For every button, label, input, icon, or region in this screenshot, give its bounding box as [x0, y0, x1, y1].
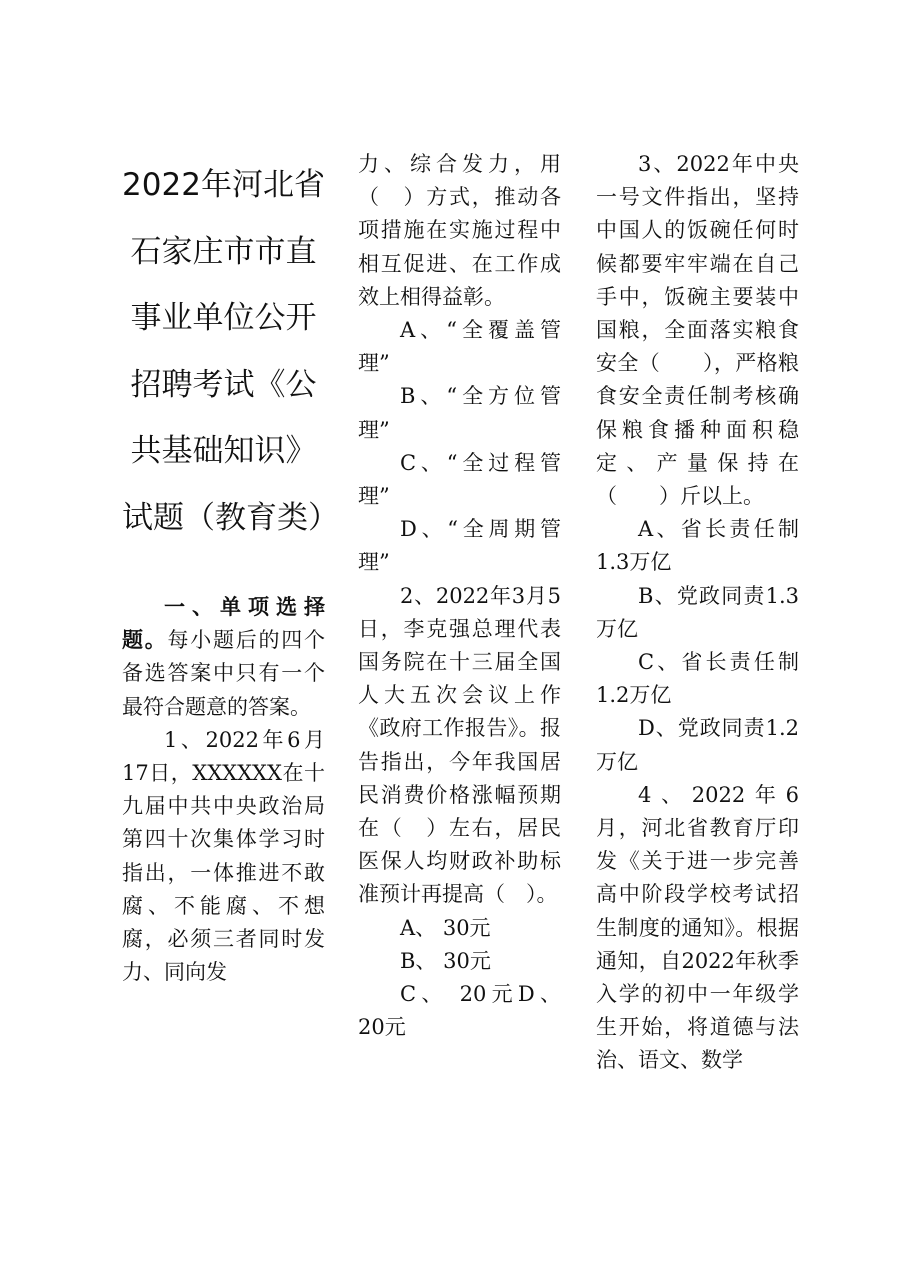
question-3-option-b: B、党政同责1.3万亿 [596, 583, 799, 641]
question-1-option-a: A、“全覆盖管理” [358, 318, 561, 376]
column-1 [122, 148, 339, 989]
question-1-option-b: B、“全方位管理” [358, 384, 561, 442]
question-4-stem: 4、2022年6月，河北省教育厅印发《关于进一步完善高中阶段学校考试招生制度的通知》。根据通知，自2022年秋季入学的初中一年级学生开始，将道德与法治、语文、数学 [596, 782, 799, 1073]
question-2-option-a: A、 30元 [400, 915, 491, 940]
column-2 [358, 148, 561, 1044]
question-2-option-cd: C、 20元D、 20元 [358, 982, 561, 1040]
question-1-stem-continued: 力、综合发力，用（ ）方式，推动各项措施在实施过程中相互促进、在工作成效上相得益彰。 [358, 152, 561, 309]
question-2-stem: 2、2022年3月5日，李克强总理代表国务院在十三届全国人大五次会议上作《政府工作报告》。报告指出，今年我国居民消费价格涨幅预期在（ ）左右，居民医保人均财政补助标准预计再提高（ ）。 [358, 583, 561, 907]
column-3 [596, 148, 799, 1078]
question-1-stem: 1、2022年6月17日，XXXXXX在十九届中共中央政治局第四十次集体学习时指出，一体推进不敢腐、不能腐、不想腐，必须三者同时发力、同向发 [122, 727, 325, 985]
question-3-option-c: C、省长责任制1.2万亿 [596, 650, 799, 708]
question-1-option-d: D、“全周期管理” [358, 517, 561, 575]
document-title: 2022年河北省石家庄市市直事业单位公开招聘考试《公共基础知识》试题（教育类） [122, 167, 339, 536]
question-3-option-d: D、党政同责1.2万亿 [596, 716, 799, 774]
section-intro [122, 591, 325, 724]
question-1-option-c: C、“全过程管理” [358, 450, 561, 509]
section-heading: 一、单项选择题。 [122, 595, 325, 653]
question-3-stem: 3、2022年中央一号文件指出，坚持中国人的饭碗任何时候都要牢牢端在自己手中，饭碗主要装中国粮，全面落实粮食安全（ ），严格粮食安全责任制考核确保粮食播种面积稳定、产量保持在（ ）斤以上。 [596, 152, 799, 509]
question-2-option-b: B、 30元 [400, 948, 491, 973]
section-intro-text: 每小题后的四个备选答案中只有一个最符合题意的答案。 [122, 628, 325, 719]
question-3-option-a: A、省长责任制1.3万亿 [596, 517, 799, 575]
